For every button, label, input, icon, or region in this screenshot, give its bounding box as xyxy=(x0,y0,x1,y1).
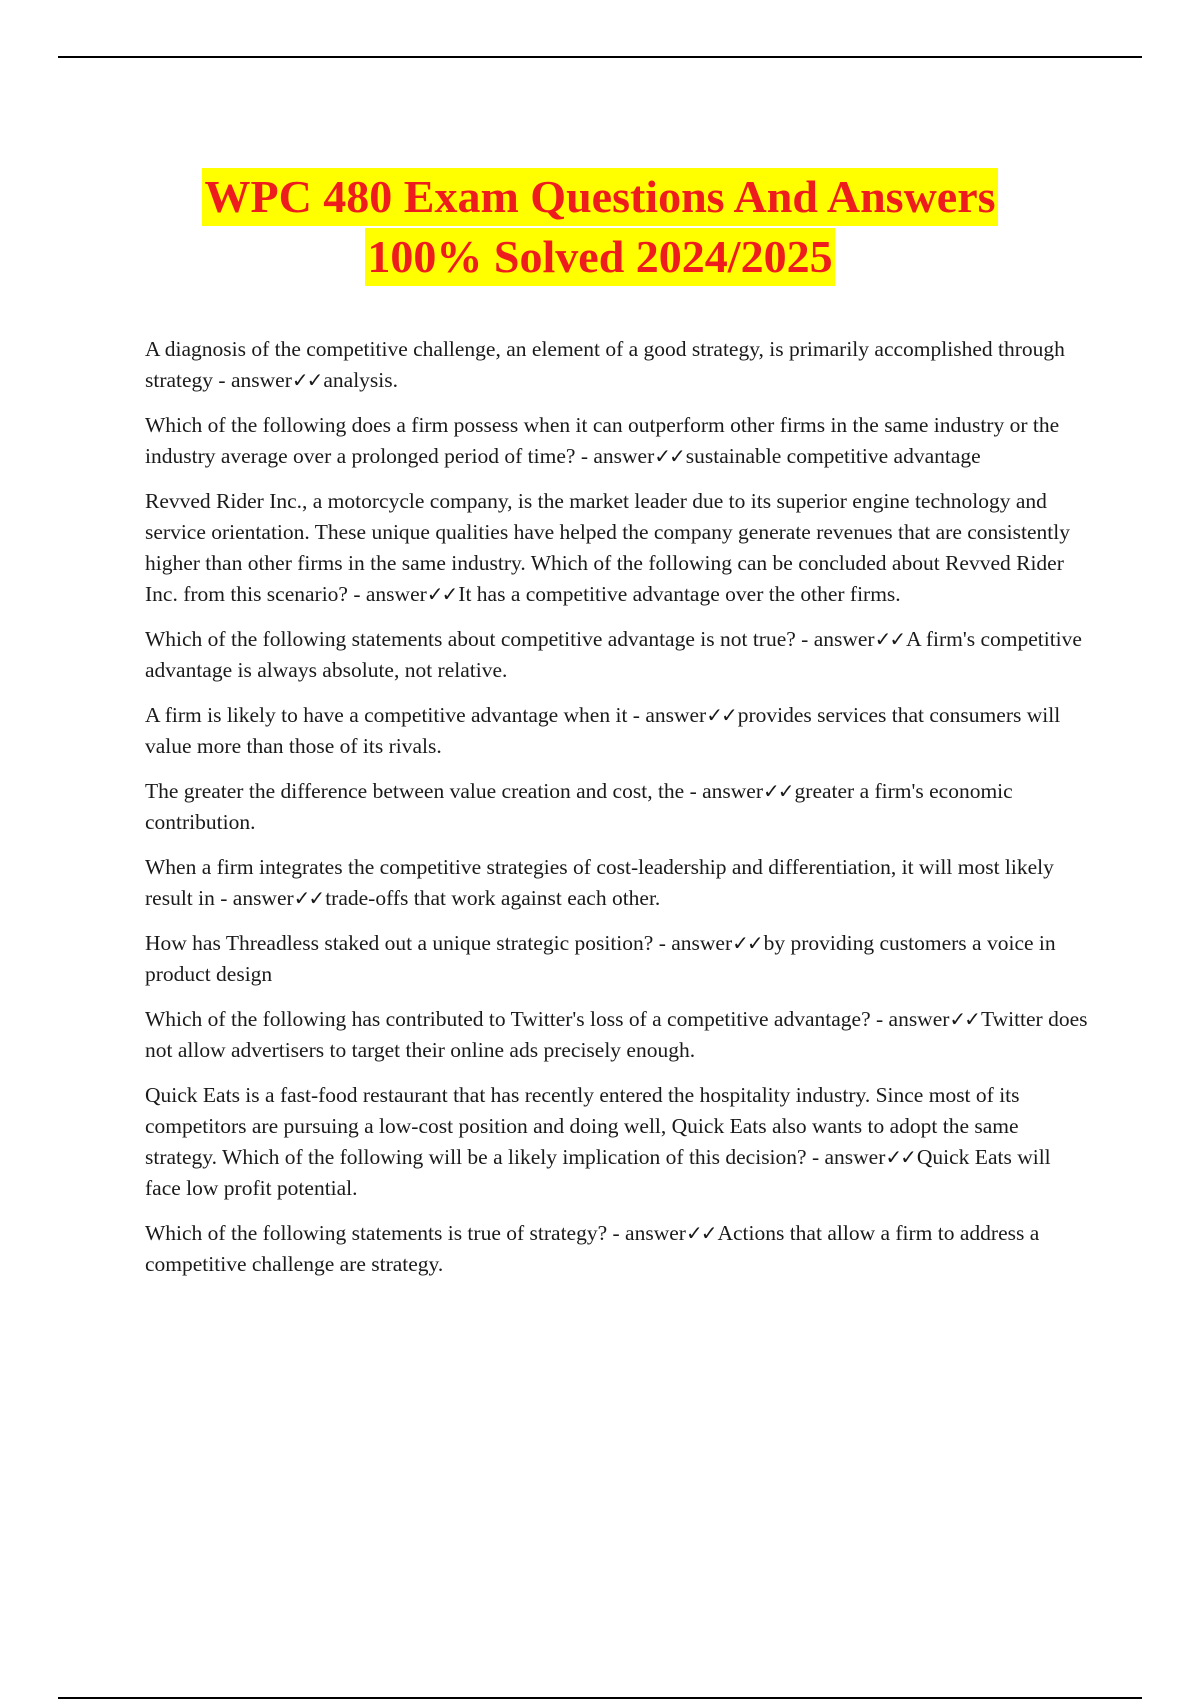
answer-text: by providing customers a voice in product design xyxy=(145,931,1056,986)
qa-item xyxy=(145,410,1090,472)
answer-text: A firm's competitive advantage is always absolute, not relative. xyxy=(145,627,1082,682)
answer-text: Quick Eats will face low profit potential. xyxy=(145,1145,1051,1200)
question-text: How has Threadless staked out a unique strategic position? - answer xyxy=(145,931,733,955)
qa-item xyxy=(145,334,1090,396)
answer-text: greater a firm's economic contribution. xyxy=(145,779,1013,834)
question-text: Which of the following does a firm possess when it can outperform other firms in the same industry or the industry average over a prolonged period of time? - answer xyxy=(145,413,1060,468)
double-check-icon: ✓✓ xyxy=(732,931,762,955)
title-line-2: 100% Solved 2024/2025 xyxy=(365,228,834,286)
document-title xyxy=(0,168,1200,288)
double-check-icon: ✓✓ xyxy=(874,627,905,651)
answer-text: analysis. xyxy=(323,368,399,392)
question-text: When a firm integrates the competitive strategies of cost-leadership and differentiation, it will most likely result in - answer xyxy=(145,855,1054,910)
qa-item xyxy=(145,1080,1090,1204)
double-check-icon: ✓✓ xyxy=(426,582,457,606)
qa-item xyxy=(145,624,1090,686)
qa-list xyxy=(145,334,1090,1294)
answer-text: Twitter does not allow advertisers to target their online ads precisely enough. xyxy=(145,1007,1088,1062)
question-text: Which of the following has contributed to Twitter's loss of a competitive advantage? - answer xyxy=(145,1007,950,1031)
qa-item xyxy=(145,486,1090,610)
double-check-icon: ✓✓ xyxy=(706,703,736,727)
qa-item xyxy=(145,776,1090,838)
question-text: Which of the following statements is true of strategy? - answer xyxy=(145,1221,686,1245)
double-check-icon: ✓✓ xyxy=(685,1221,716,1245)
qa-item xyxy=(145,1004,1090,1066)
footer-rule xyxy=(58,1697,1142,1699)
double-check-icon: ✓✓ xyxy=(949,1007,979,1031)
question-text: A firm is likely to have a competitive advantage when it - answer xyxy=(145,703,707,727)
answer-text: It has a competitive advantage over the other firms. xyxy=(458,582,901,606)
question-text: The greater the difference between value creation and cost, the - answer xyxy=(145,779,764,803)
question-text: Revved Rider Inc., a motorcycle company, is the market leader due to its superior engine technology and service orientation. These unique qualities have helped the company generate revenues that are consistently higher than other firms in the same industry. Which of the following can be concluded about Revved Rider Inc. from this scenario? - answer xyxy=(145,489,1070,606)
double-check-icon: ✓✓ xyxy=(291,368,322,392)
qa-item xyxy=(145,700,1090,762)
answer-text: trade-offs that work against each other. xyxy=(325,886,661,910)
header-rule xyxy=(58,56,1142,58)
answer-text: Actions that allow a firm to address a competitive challenge are strategy. xyxy=(145,1221,1040,1276)
question-text: A diagnosis of the competitive challenge, an element of a good strategy, is primarily accomplished through strategy - answer xyxy=(145,337,1065,392)
qa-item xyxy=(145,1218,1090,1280)
double-check-icon: ✓✓ xyxy=(293,886,324,910)
double-check-icon: ✓✓ xyxy=(763,779,793,803)
question-text: Which of the following statements about competitive advantage is not true? - answer xyxy=(145,627,875,651)
title-line-1: WPC 480 Exam Questions And Answers xyxy=(202,168,997,226)
qa-item xyxy=(145,928,1090,990)
answer-text: provides services that consumers will value more than those of its rivals. xyxy=(145,703,1061,758)
answer-text: sustainable competitive advantage xyxy=(685,444,981,468)
double-check-icon: ✓✓ xyxy=(885,1145,915,1169)
question-text: Quick Eats is a fast-food restaurant that has recently entered the hospitality industry. Since most of its competitors are pursuing a low-cost position and doing well, Quick Eats also wants to adopt the same strategy. Which of the following will be a likely implication of this decision? - answer xyxy=(145,1083,1020,1169)
double-check-icon: ✓✓ xyxy=(654,444,684,468)
qa-item xyxy=(145,852,1090,914)
